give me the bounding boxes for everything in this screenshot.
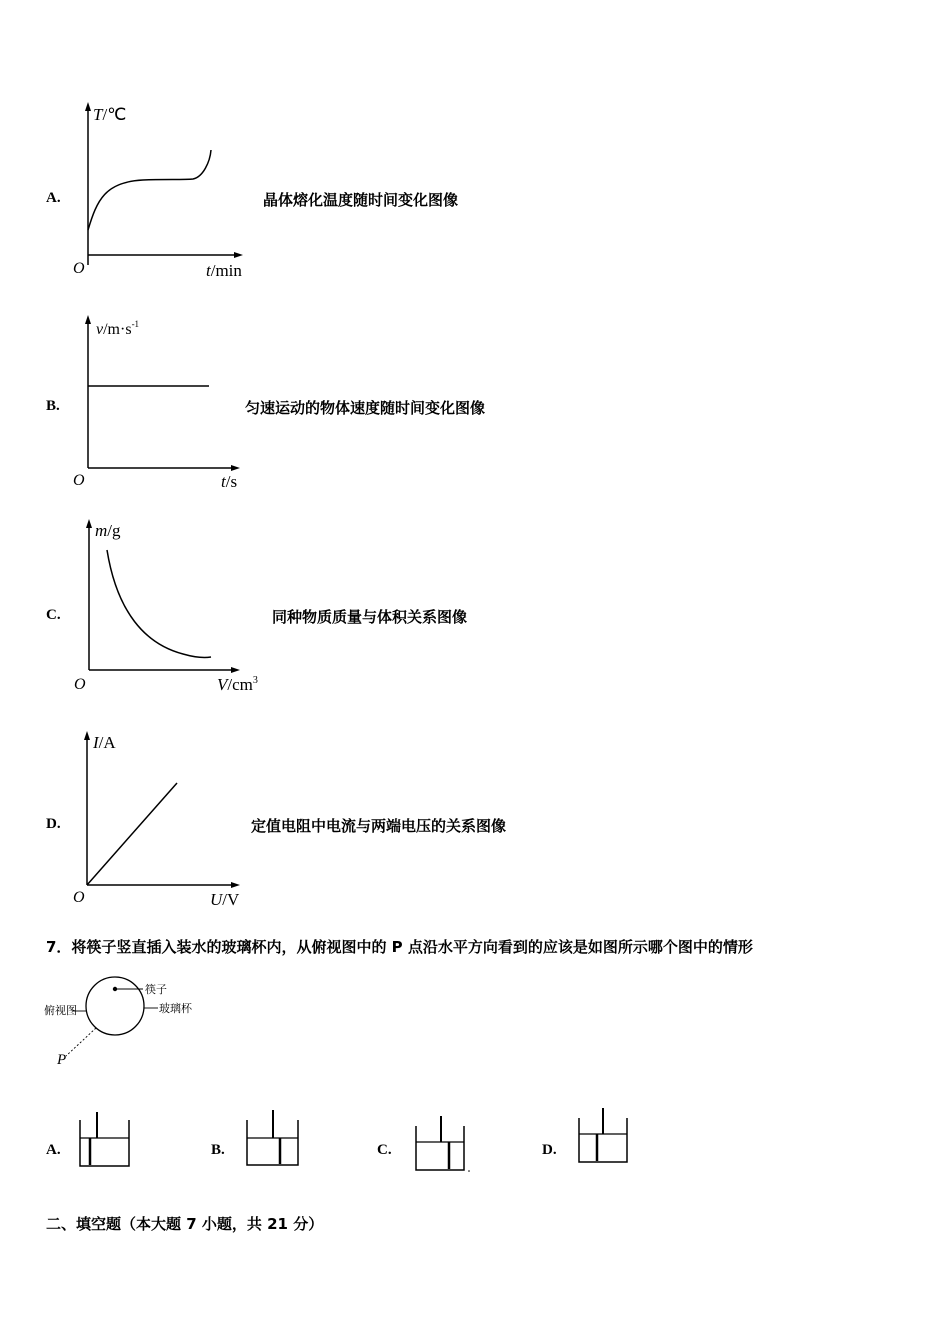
option-d-caption: 定值电阻中电流与两端电压的关系图像 <box>251 817 507 835</box>
graph-a-origin: O <box>73 260 85 277</box>
q7-choice-b-letter: B. <box>211 1142 225 1158</box>
graph-b-x-label: t/s <box>221 472 238 491</box>
q7-choice-d-letter: D. <box>542 1142 557 1158</box>
chopstick-label: 筷子 <box>145 984 167 996</box>
option-c-caption: 同种物质质量与体积关系图像 <box>272 608 468 626</box>
q7-c-stray-dot <box>468 1170 470 1172</box>
graph-b-y-label: $v/m\cdot s^{-1}$ <box>96 319 140 338</box>
graph-d-y-arrow <box>84 731 90 740</box>
graph-a-x-label: t/min <box>206 261 242 280</box>
q7-choice-a-letter: A. <box>46 1142 61 1158</box>
graph-c-y-arrow <box>86 519 92 528</box>
q7-choice-d-glass <box>575 1104 635 1168</box>
graph-d-origin: O <box>73 889 85 906</box>
option-a-letter: A. <box>46 190 61 206</box>
question-7-text: 7．将筷子竖直插入装水的玻璃杯内，从俯视图中的 P 点沿水平方向看到的应该是如图所示哪个图中的情形 <box>46 938 753 956</box>
graph-d-x-label: U/V <box>210 890 240 909</box>
glass-top-view-circle <box>86 977 144 1035</box>
point-p-label: P <box>57 1052 67 1068</box>
question-7-top-view-figure <box>40 972 215 1072</box>
q7-a-glass-outline <box>80 1120 129 1166</box>
graph-d-y-label: I/A <box>93 733 116 752</box>
graph-c-y-label: m/g <box>95 521 121 540</box>
graph-d-current-voltage <box>65 727 275 912</box>
graph-b-y-arrow <box>85 315 91 324</box>
q7-choice-a-glass <box>76 1108 136 1173</box>
graph-a-temperature-time <box>65 100 275 285</box>
graph-d-x-arrow <box>231 882 240 888</box>
top-view-label: 俯视图 <box>44 1005 77 1017</box>
option-c-letter: C. <box>46 607 61 623</box>
graph-a-y-label: T/℃ <box>93 105 127 124</box>
option-b-letter: B. <box>46 398 60 414</box>
q7-choice-c-glass <box>412 1112 474 1176</box>
graph-c-x-label: $V/cm^3$ <box>217 675 258 694</box>
glass-label: 玻璃杯 <box>159 1003 192 1015</box>
graph-b-x-arrow <box>231 465 240 471</box>
graph-a-x-arrow <box>234 252 243 258</box>
graph-c-origin: O <box>74 676 86 693</box>
graph-b-origin: O <box>73 472 85 489</box>
graph-a-y-arrow <box>85 102 91 111</box>
option-d-letter: D. <box>46 816 61 832</box>
option-a-caption: 晶体熔化温度随时间变化图像 <box>263 191 459 209</box>
chopstick-dot <box>113 987 117 991</box>
graph-c-mass-volume <box>65 512 280 697</box>
q7-choice-c-letter: C. <box>377 1142 392 1158</box>
graph-b-velocity-time <box>65 310 275 495</box>
graph-a-curve <box>88 150 211 230</box>
section-2-heading: 二、填空题（本大题 7 小题，共 21 分） <box>46 1215 324 1233</box>
p-dashed-line <box>66 1028 96 1056</box>
q7-choice-b-glass <box>243 1106 305 1172</box>
graph-c-x-arrow <box>231 667 240 673</box>
graph-c-curve <box>107 550 211 658</box>
option-b-caption: 匀速运动的物体速度随时间变化图像 <box>245 399 486 417</box>
graph-d-line <box>87 783 177 885</box>
